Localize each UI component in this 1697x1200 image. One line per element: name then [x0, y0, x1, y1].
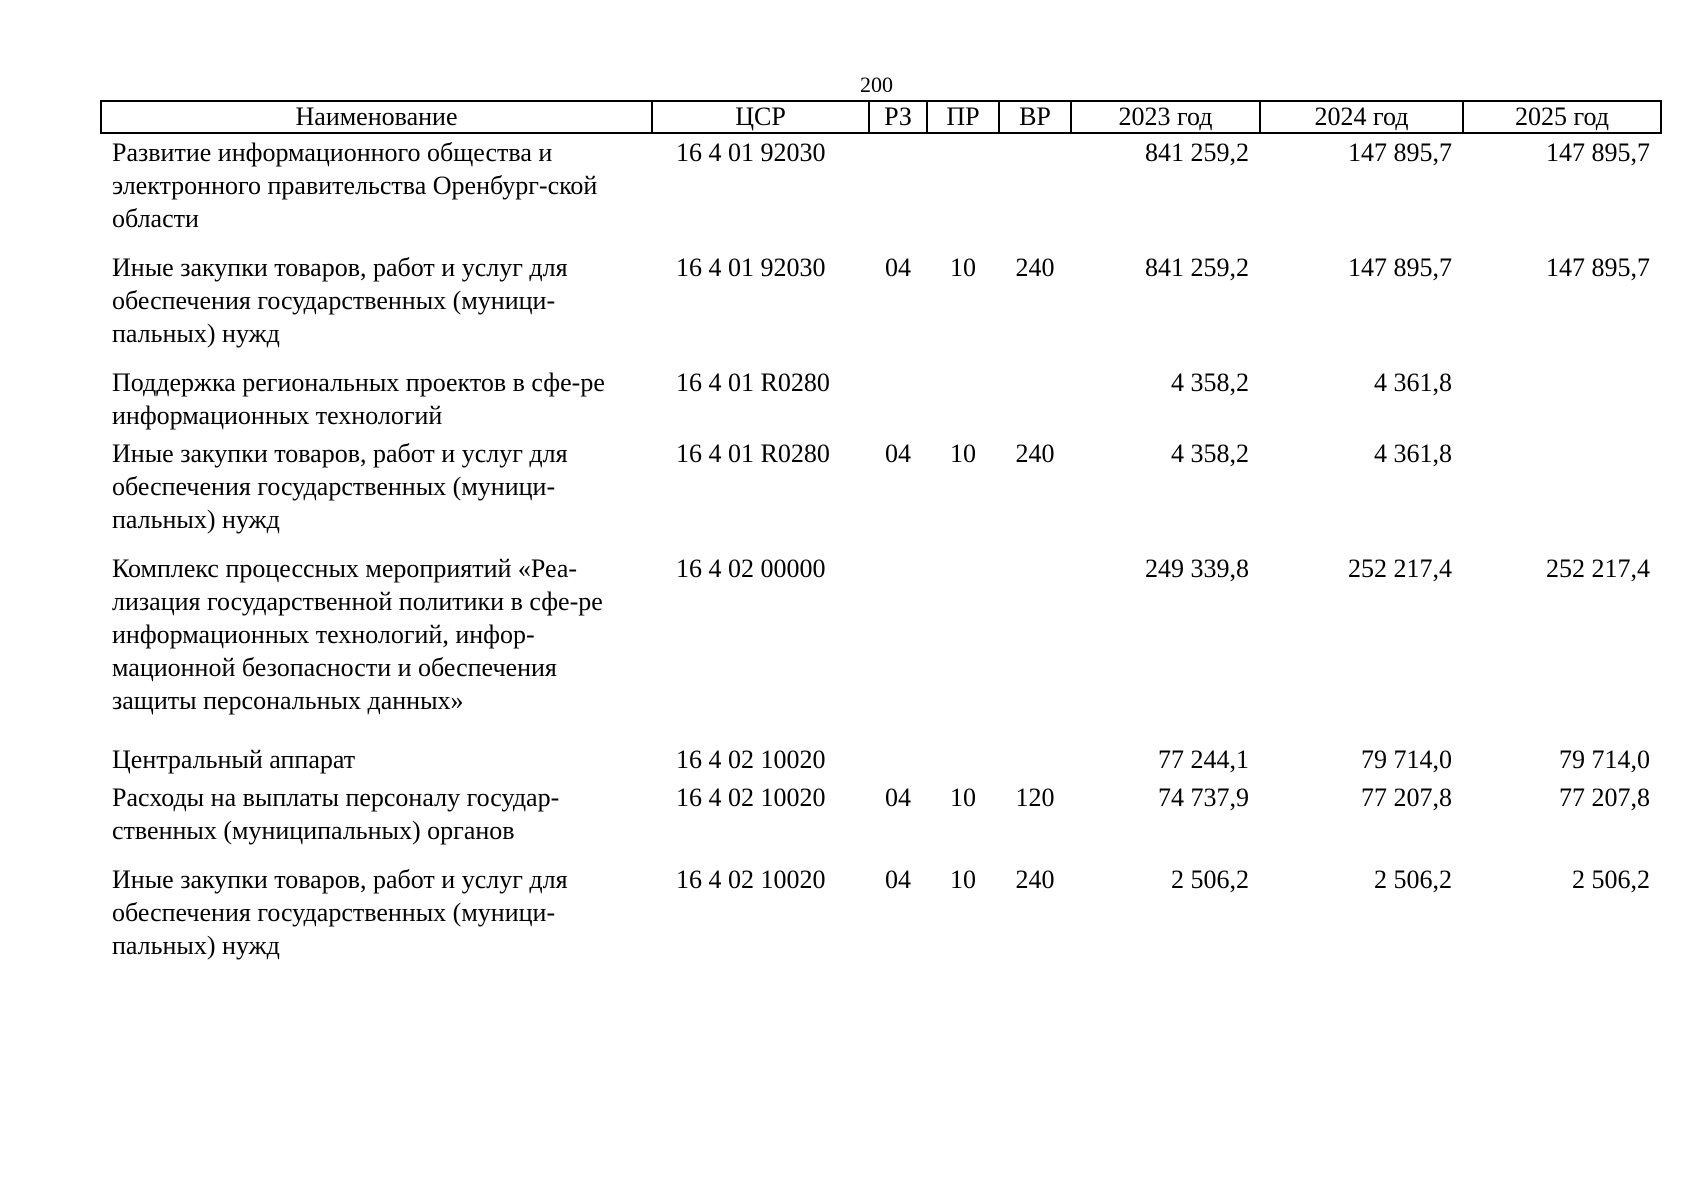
row-vr	[999, 743, 1071, 781]
row-name: Иные закупки товаров, работ и услуг для обеспечения государственных (муници-пальных) нужд	[112, 253, 568, 348]
row-vr	[999, 366, 1071, 437]
table-header	[101, 101, 1661, 133]
row-name: Иные закупки товаров, работ и услуг для обеспечения государственных (муници-пальных) нужд	[112, 865, 568, 960]
row-csr: 16 4 01 R0280	[676, 368, 830, 397]
table-row	[101, 437, 1661, 552]
row-2023: 841 259,2	[1145, 253, 1249, 282]
table-row	[101, 251, 1661, 366]
row-2025	[1463, 366, 1661, 437]
row-rz: 04	[885, 253, 911, 282]
row-rz	[869, 133, 927, 251]
budget-table	[100, 100, 1662, 978]
row-2025: 147 895,7	[1546, 138, 1650, 167]
header-pr: ПР	[927, 101, 999, 133]
table-row	[101, 863, 1661, 978]
row-vr: 240	[1015, 439, 1055, 468]
header-2024: 2024 год	[1260, 101, 1463, 133]
row-rz: 04	[885, 783, 911, 812]
row-csr: 16 4 02 10020	[676, 783, 826, 812]
row-2024: 147 895,7	[1348, 138, 1452, 167]
row-vr	[999, 133, 1071, 251]
row-rz: 04	[885, 865, 911, 894]
header-rz: РЗ	[869, 101, 927, 133]
row-2023: 841 259,2	[1145, 138, 1249, 167]
table-row	[101, 743, 1661, 781]
row-name: Центральный аппарат	[112, 745, 356, 774]
header-vr: ВР	[999, 101, 1071, 133]
row-2025: 147 895,7	[1546, 253, 1650, 282]
row-2023: 77 244,1	[1158, 745, 1249, 774]
row-2023: 2 506,2	[1171, 865, 1249, 894]
row-rz	[869, 552, 927, 743]
row-name: Поддержка региональных проектов в сфе-ре информационных технологий	[112, 368, 605, 430]
row-2025: 2 506,2	[1572, 865, 1650, 894]
row-vr: 120	[1015, 783, 1055, 812]
row-csr: 16 4 02 10020	[676, 865, 826, 894]
row-name: Комплекс процессных мероприятий «Реа-лизация государственной политики в сфе-ре информационных технологий, инфор-мационной безопасности и обеспечения защиты персональных данных»	[112, 554, 603, 715]
row-2025	[1463, 437, 1661, 552]
row-pr: 10	[950, 783, 976, 812]
row-vr	[999, 552, 1071, 743]
row-csr: 16 4 01 R0280	[676, 439, 830, 468]
row-pr: 10	[950, 439, 976, 468]
row-2024: 147 895,7	[1348, 253, 1452, 282]
header-2025: 2025 год	[1463, 101, 1661, 133]
row-2023: 249 339,8	[1145, 554, 1249, 583]
row-rz	[869, 366, 927, 437]
row-vr: 240	[1015, 253, 1055, 282]
row-2023: 74 737,9	[1158, 783, 1249, 812]
row-csr: 16 4 01 92030	[676, 138, 826, 167]
table-row	[101, 552, 1661, 743]
row-name: Расходы на выплаты персоналу государ-ственных (муниципальных) органов	[112, 783, 560, 845]
row-pr	[927, 552, 999, 743]
page-number: 200	[860, 72, 893, 97]
row-pr: 10	[950, 865, 976, 894]
row-2024: 4 361,8	[1374, 368, 1452, 397]
row-csr: 16 4 02 10020	[676, 745, 826, 774]
row-pr	[927, 133, 999, 251]
row-2024: 2 506,2	[1374, 865, 1452, 894]
row-name: Развитие информационного общества и электронного правительства Оренбург-ской области	[112, 138, 598, 233]
header-csr: ЦСР	[652, 101, 869, 133]
row-pr: 10	[950, 253, 976, 282]
row-2025: 79 714,0	[1559, 745, 1650, 774]
row-csr: 16 4 01 92030	[676, 253, 826, 282]
row-2024: 79 714,0	[1361, 745, 1452, 774]
header-2023: 2023 год	[1071, 101, 1260, 133]
row-2025: 252 217,4	[1546, 554, 1650, 583]
row-2025: 77 207,8	[1559, 783, 1650, 812]
table-row	[101, 133, 1661, 251]
row-2024: 252 217,4	[1348, 554, 1452, 583]
row-2024: 4 361,8	[1374, 439, 1452, 468]
row-2023: 4 358,2	[1171, 439, 1249, 468]
row-rz: 04	[885, 439, 911, 468]
row-pr	[927, 743, 999, 781]
row-vr: 240	[1015, 865, 1055, 894]
table-row	[101, 366, 1661, 437]
row-2024: 77 207,8	[1361, 783, 1452, 812]
row-csr: 16 4 02 00000	[676, 554, 826, 583]
header-name: Наименование	[101, 101, 652, 133]
table-body	[101, 133, 1661, 978]
row-pr	[927, 366, 999, 437]
table-row	[101, 781, 1661, 863]
row-name: Иные закупки товаров, работ и услуг для обеспечения государственных (муници-пальных) нужд	[112, 439, 568, 534]
row-2023: 4 358,2	[1171, 368, 1249, 397]
row-rz	[869, 743, 927, 781]
